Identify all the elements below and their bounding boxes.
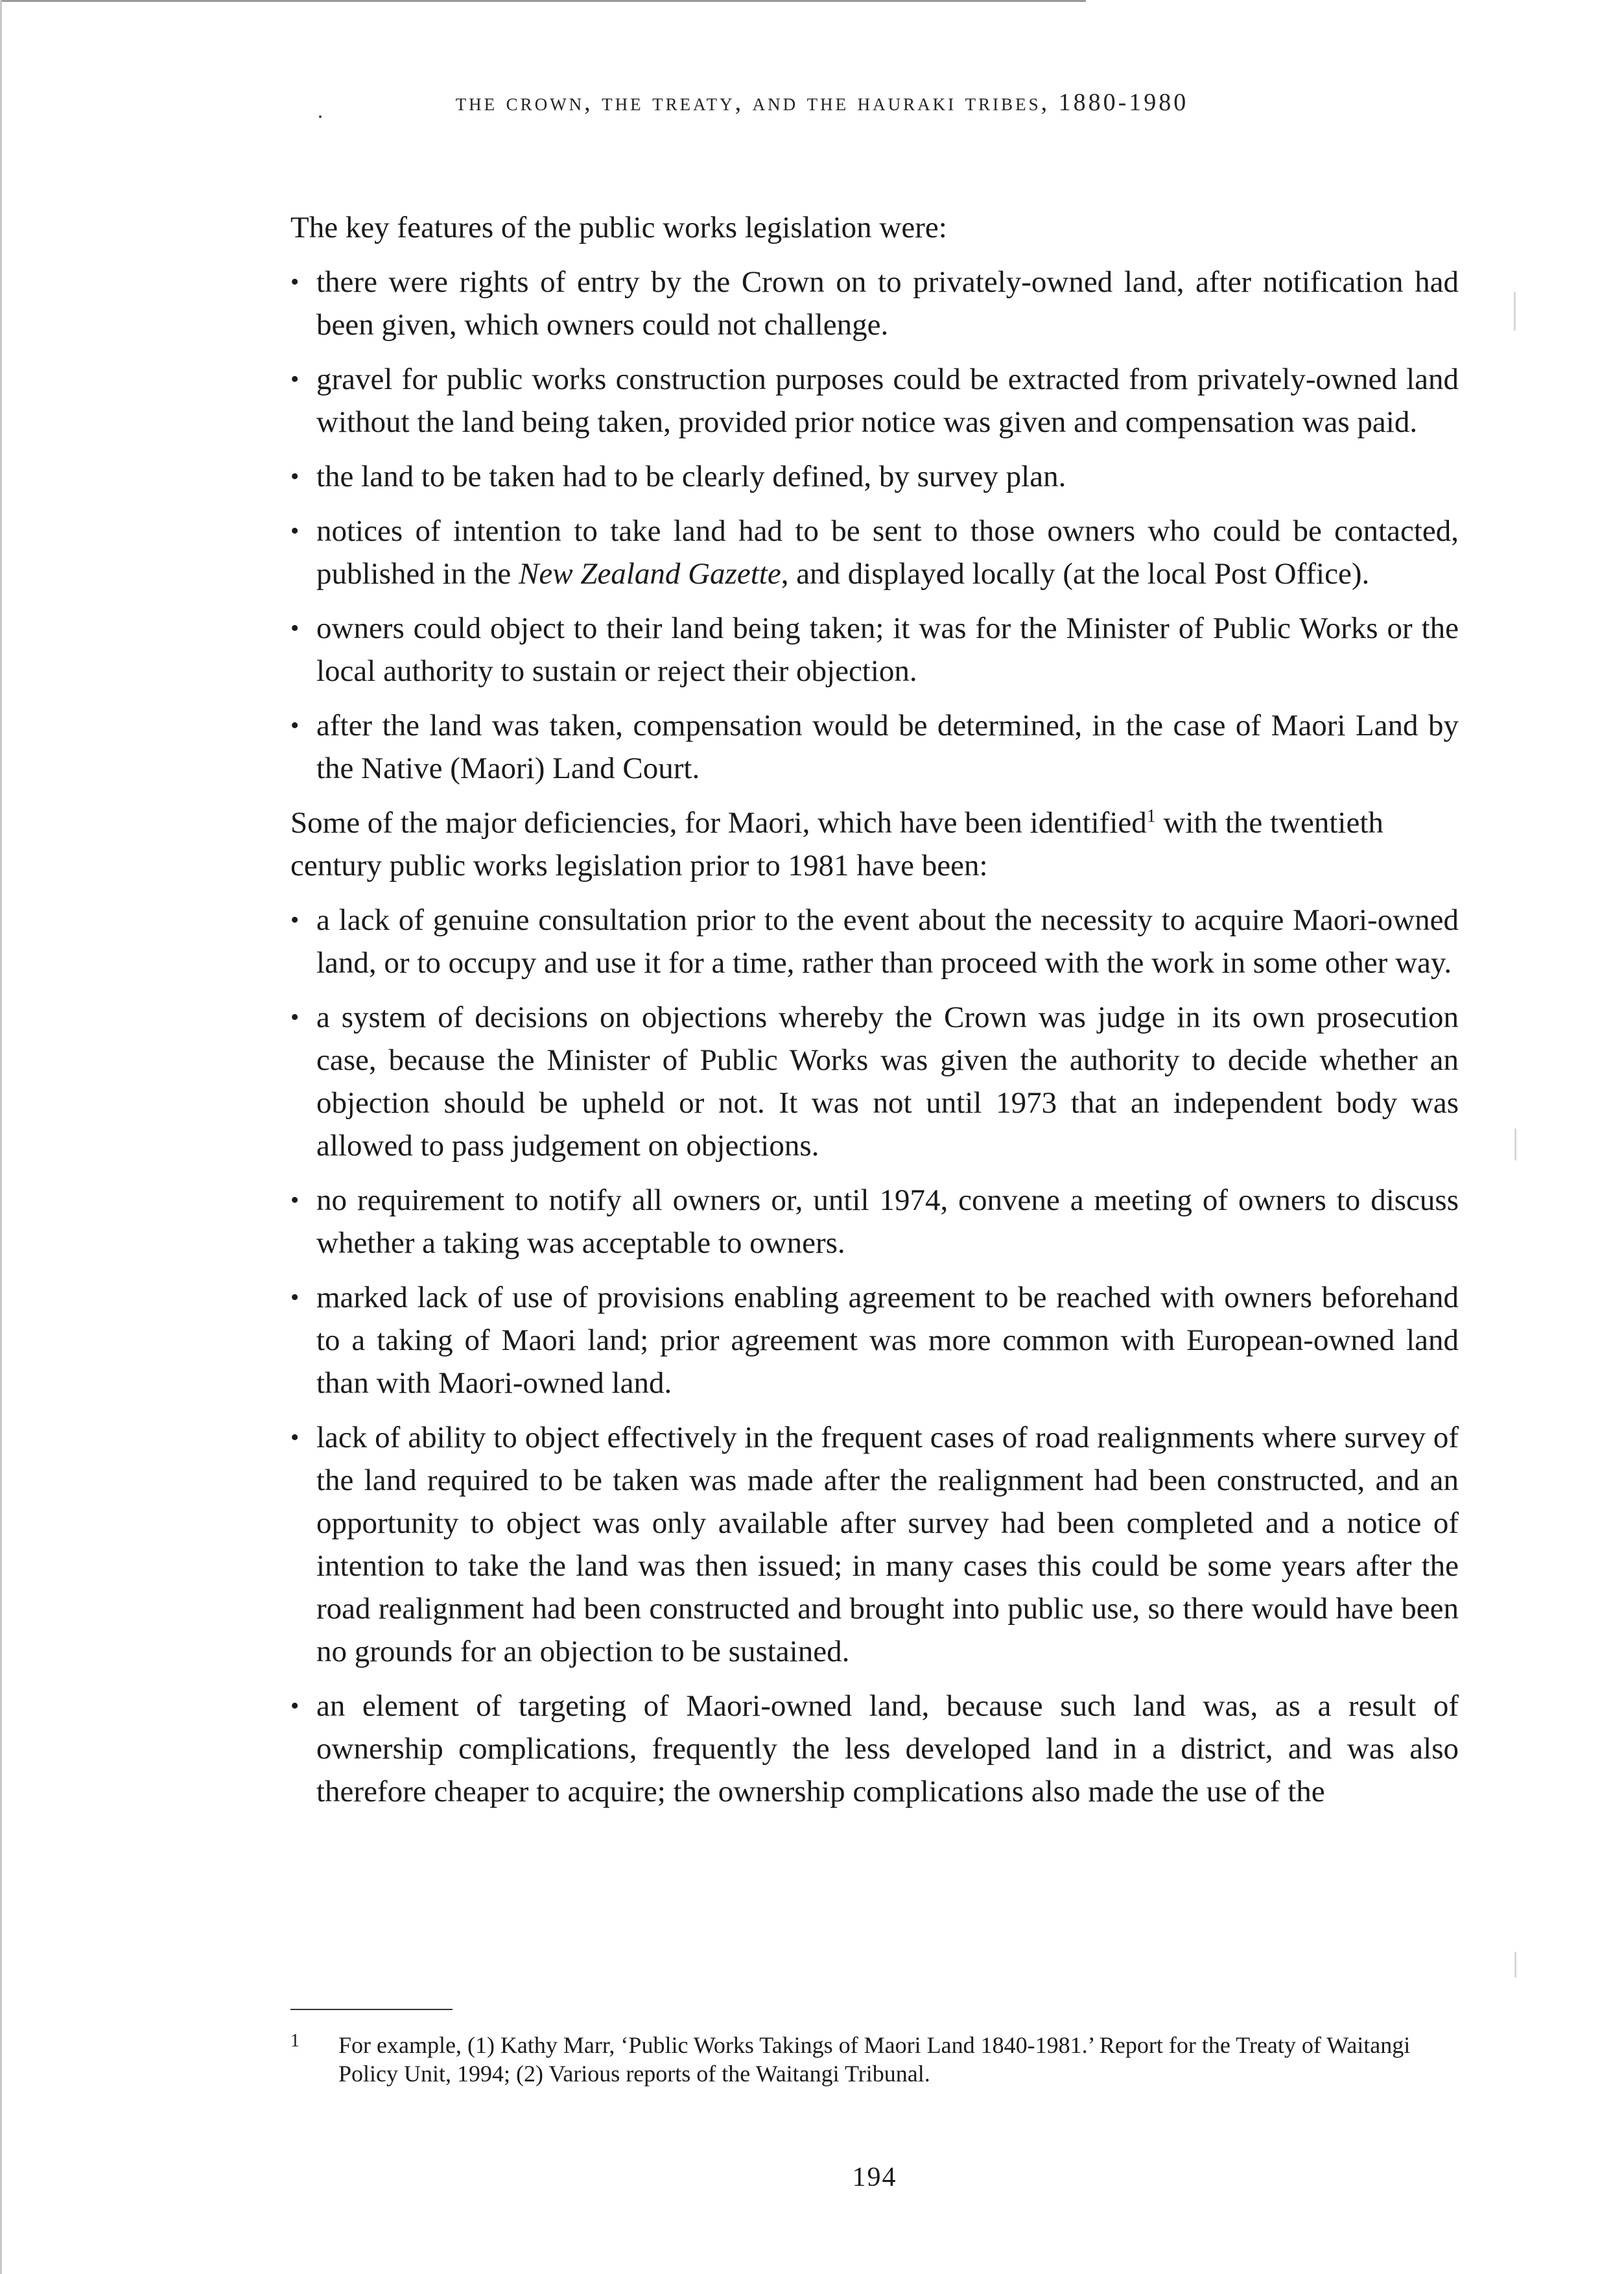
list-item: • an element of targeting of Maori-owned land, because such land was, as a result of ownership complications, frequently the less developed land in a district, and was also therefore cheaper to acquire; the ownership complications also made the use of the <box>290 1685 1459 1813</box>
list-item: • a system of decisions on objections whereby the Crown was judge in its own prosecution case, because the Minister of Public Works was given the authority to decide whether an objection should be upheld or not. It was not until 1973 that an independent body was allowed to pass judgement on objections. <box>290 996 1459 1167</box>
features-list <box>290 261 1459 790</box>
list-item <box>290 510 1459 595</box>
margin-mark <box>1514 1952 1516 1978</box>
footnote-text: For example, (1) Kathy Marr, ‘Public Works Takings of Maori Land 1840-1981.’ Report for the Treaty of Waitangi Policy Unit, 1994; (2) Various reports of the Waitangi Tribunal. <box>338 2032 1411 2087</box>
list-item-text: , and displayed locally (at the local Post Office). <box>781 557 1370 591</box>
margin-mark <box>1514 1128 1516 1161</box>
list-item: • gravel for public works construction purposes could be extracted from privately-owned land without the land being taken, provided prior notice was given and compensation was paid. <box>290 358 1459 444</box>
scan-edge-left <box>0 0 2 2274</box>
list-item-text: notices of intention to take land had to be sent to those owners who could be contacted, published in the <box>316 514 1459 591</box>
footnote-rule <box>290 2009 453 2010</box>
list-item: • there were rights of entry by the Crown on to privately-owned land, after notification had been given, which owners could not challenge. <box>290 261 1459 346</box>
running-head: the crown, the treaty, and the hauraki tribes, 1880-1980 <box>455 89 1189 116</box>
list-item: • marked lack of use of provisions enabling agreement to be reached with owners beforehand to a taking of Maori land; prior agreement was more common with European-owned land than with Maori-owned land. <box>290 1276 1459 1404</box>
footnote <box>290 2031 1459 2088</box>
list-item: • lack of ability to object effectively in the frequent cases of road realignments where survey of the land required to be taken was made after the realignment had been constructed, and an opportunity to object was only available after survey had been completed and a notice of intention to take the land was then issued; in many cases this could be some years after the road realignment had been constructed and brought into public use, so there would have been no grounds for an objection to be sustained. <box>290 1416 1459 1673</box>
deficiencies-list <box>290 899 1459 1813</box>
list-item: • a lack of genuine consultation prior to the event about the necessity to acquire Maori-owned land, or to occupy and use it for a time, rather than proceed with the work in some other way. <box>290 899 1459 984</box>
scan-speck <box>319 115 322 118</box>
list-item: • after the land was taken, compensation would be determined, in the case of Maori Land by the Native (Maori) Land Court. <box>290 704 1459 790</box>
intro-paragraph-1: The key features of the public works legislation were: <box>290 211 947 244</box>
page-body <box>290 206 1459 1825</box>
footnote-number: 1 <box>290 2031 300 2051</box>
page-number: 194 <box>852 2162 897 2192</box>
list-item: • the land to be taken had to be clearly defined, by survey plan. <box>290 455 1459 498</box>
footnote-marker: 1 <box>1146 806 1156 827</box>
paragraph-text: with the twentieth century public works legislation prior to 1981 have been: <box>290 806 1383 882</box>
intro-paragraph-2 <box>290 801 1459 887</box>
list-item: • owners could object to their land being taken; it was for the Minister of Public Works or the local authority to sustain or reject their objection. <box>290 607 1459 693</box>
paragraph-text: Some of the major deficiencies, for Maori, which have been identified <box>290 806 1147 840</box>
list-item: • no requirement to notify all owners or, until 1974, convene a meeting of owners to discuss whether a taking was acceptable to owners. <box>290 1179 1459 1264</box>
margin-mark <box>1514 292 1516 331</box>
gazette-title: New Zealand Gazette <box>519 557 781 591</box>
scan-edge-top <box>0 0 1086 2</box>
